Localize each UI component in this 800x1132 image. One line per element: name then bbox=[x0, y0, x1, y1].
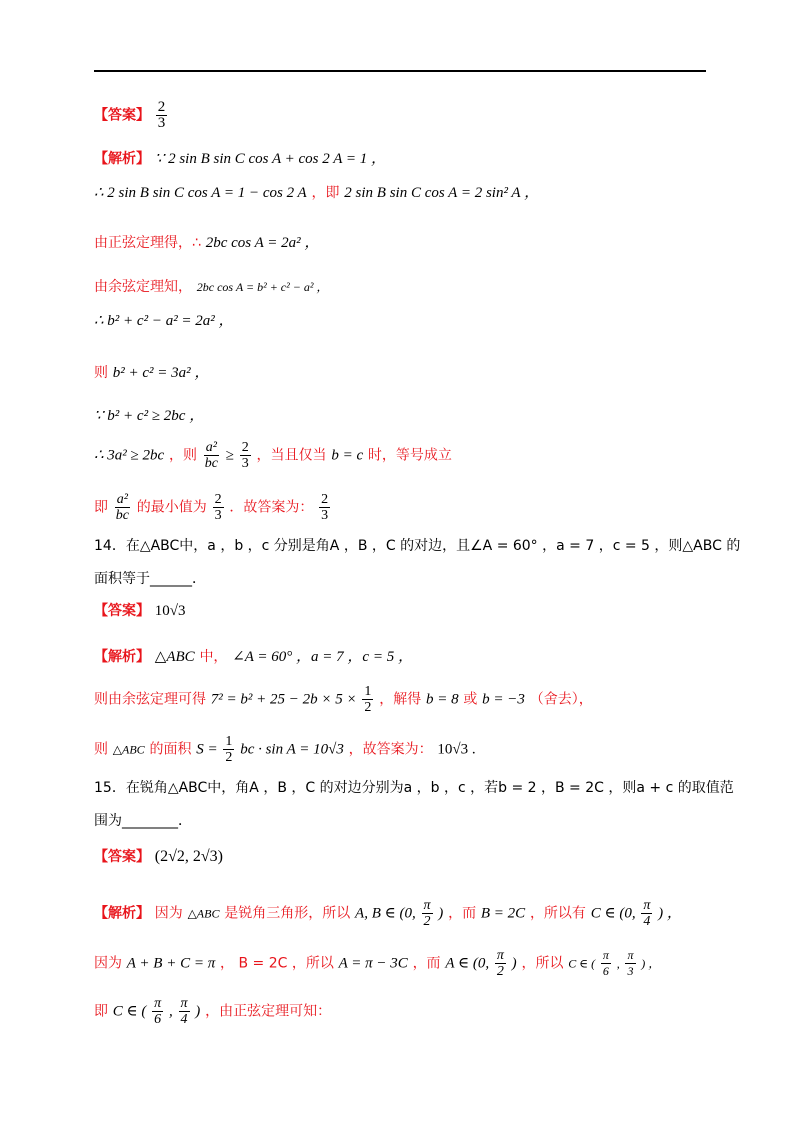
q13-analysis-line-4: 由余弦定理知， 2bc cos A = b² + c² − a² ， bbox=[94, 279, 329, 295]
q13-answer-fraction: $\frac{2}{3}$ bbox=[157, 99, 166, 131]
q14-analysis-line-3: 则 △ABC 的面积 S = $\frac{1}{2}$ bc · sin A = 10√3 ，故答案为： 10√3 . bbox=[94, 734, 476, 765]
q15-stem-line-1: 15．在锐角△ABC中，角A ，B ，C 的对边分别为a ，b ，c ，若b = 2 ，B = 2C ，则a + c 的取值范 bbox=[94, 780, 734, 796]
header-rule bbox=[94, 70, 706, 72]
q14-answer-line: 【答案】 10√3 bbox=[94, 603, 186, 619]
q15-analysis-line-1: 【解析】 因为 △ABC 是锐角三角形，所以 A, B ∈ (0, $\frac{\pi}{2}$ ) ，而 B = 2C ，所以有 C ∈ (0, $\frac{\pi}{4}$ ) ， bbox=[94, 898, 682, 929]
q13-analysis-line-7: ∵ b² + c² ≥ 2bc ， bbox=[94, 408, 205, 424]
q15-analysis-line-2: 因为 A + B + C = π ， B = 2C ，所以 A = π − 3C ，而 A ∈ (0, $\frac{\pi}{2}$ ) ，所以 C ∈ ( $\frac{\pi}{6}$ , $\frac{\pi}{3}$ ) ， bbox=[94, 948, 661, 979]
q14-analysis-line-1: 【解析】 △ABC 中， ∠A = 60° ，a = 7 ，c = 5 ， bbox=[94, 649, 413, 665]
q15-answer-line: 【答案】 (2√2, 2√3) bbox=[94, 848, 223, 865]
q13-analysis-line-3: 由正弦定理得，∴ 2bc cos A = 2a² ， bbox=[94, 235, 320, 251]
q13-analysis-line-8: ∴ 3a² ≥ 2bc ，则 $\frac{\text{a²}}{bc}$ ≥ $\frac{2}{3}$ ，当且仅当 b = c 时，等号成立 bbox=[94, 440, 452, 471]
analysis-label: 【解析】 bbox=[94, 151, 150, 167]
answer-label: 【答案】 bbox=[94, 107, 150, 124]
q13-answer-line bbox=[94, 100, 168, 131]
q13-analysis-line-6: 则 b² + c² = 3a² ， bbox=[94, 365, 210, 381]
q15-analysis-line-3: 即 C ∈ ( $\frac{\pi}{6}$ , $\frac{\pi}{4}$ ) ，由正弦定理可知： bbox=[94, 996, 332, 1027]
q13-analysis-line-9: 即 $\frac{\text{a²}}{bc}$ 的最小值为 $\frac{2}{3}$ ．故答案为： $\frac{2}{3}$ bbox=[94, 492, 329, 523]
q14-stem-line-2: 面积等于______． bbox=[94, 571, 206, 587]
q13-analysis-line-2: ∴ 2 sin B sin C cos A = 1 − cos 2 A ，即 2 sin B sin C cos A = 2 sin² A ， bbox=[94, 185, 540, 201]
q15-stem-line-2: 围为________． bbox=[94, 813, 192, 829]
q14-analysis-line-2: 则由余弦定理可得 7² = b² + 25 − 2b × 5 × $\frac{1}{2}$ ，解得 b = 8 或 b = −3 （舍去）， bbox=[94, 684, 593, 715]
q14-stem-line-1: 14．在△ABC中，a ，b ，c 分别是角A ，B ，C 的对边，且∠A = 60° ，a = 7 ，c = 5 ，则△ABC 的 bbox=[94, 538, 741, 554]
q13-analysis-line-5: ∴ b² + c² − a² = 2a² ， bbox=[94, 313, 234, 329]
q13-analysis-line-1: 【解析】 ∵ 2 sin B sin C cos A + cos 2 A = 1 ， bbox=[94, 151, 386, 167]
